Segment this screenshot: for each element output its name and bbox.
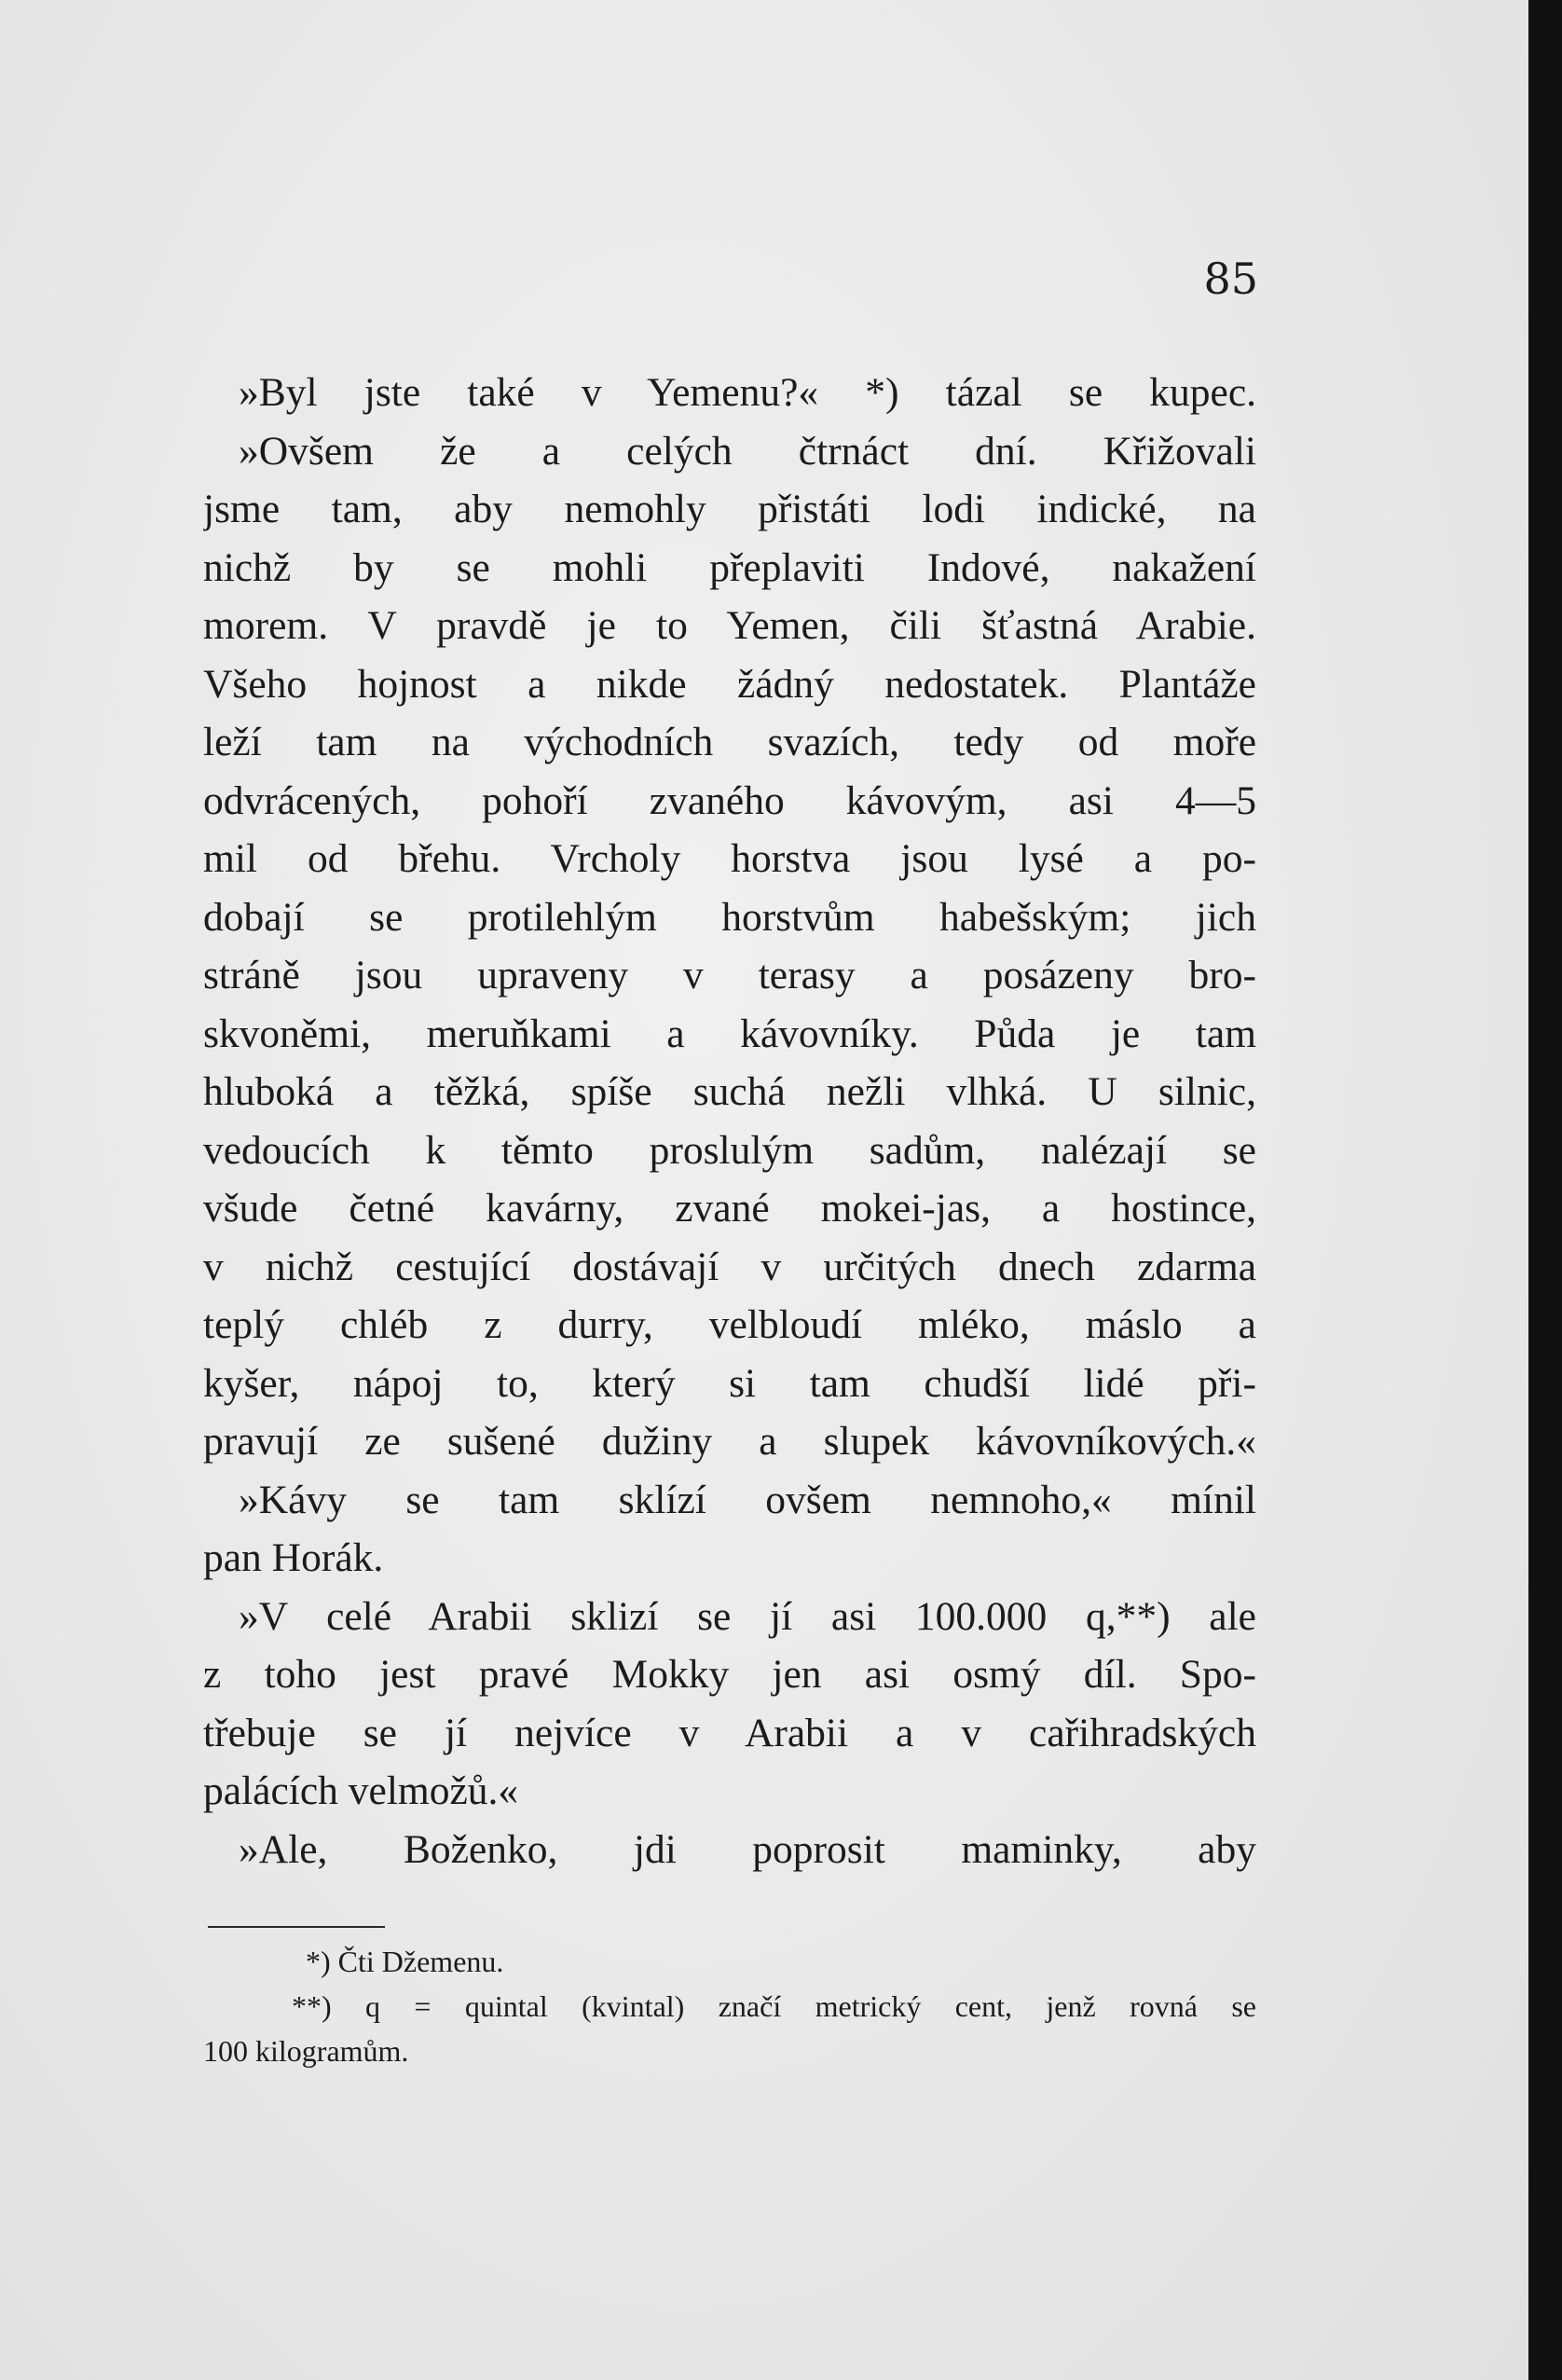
body-line: z toho jest pravé Mokky jen asi osmý díl. Spo- (203, 1652, 1256, 1697)
body-line: morem. V pravdě je to Yemen, čili šťastná Arabie. (203, 603, 1256, 648)
footnote-line: *) Čti Džemenu. (306, 1945, 504, 1978)
body-line: »V celé Arabii sklizí se jí asi 100.000 q,**) ale (239, 1593, 1256, 1639)
page-number: 85 (1203, 254, 1258, 304)
body-line: teplý chléb z durry, velbloudí mléko, máslo a (203, 1302, 1256, 1347)
body-text (203, 364, 1256, 1878)
body-line: skvoněmi, meruňkami a kávovníky. Půda je tam (203, 1011, 1256, 1056)
body-line: leží tam na východních svazích, tedy od moře (203, 720, 1256, 764)
body-line: odvrácených, pohoří zvaného kávovým, asi 4—5 (203, 777, 1256, 823)
page-edge (1528, 0, 1562, 2380)
body-line: stráně jsou upraveny v terasy a posázeny bro- (203, 953, 1256, 997)
body-line: »Ale, Boženko, jdi poprosit maminky, aby (239, 1826, 1256, 1872)
body-line: »Kávy se tam sklízí ovšem nemnoho,« mínil (239, 1477, 1256, 1522)
footnote-divider (208, 1926, 385, 1928)
body-line: pravují ze sušené dužiny a slupek kávovníkových.« (203, 1419, 1256, 1464)
body-line: »Ovšem že a celých čtrnáct dní. Křižovali (239, 428, 1256, 474)
body-line: mil od břehu. Vrcholy horstva jsou lysé a po- (203, 836, 1256, 881)
footnote-line: 100 kilogramům. (203, 2034, 409, 2068)
body-line: všude četné kavárny, zvané mokei-jas, a hostince, (203, 1186, 1256, 1231)
body-line: vedoucích k těmto proslulým sadům, nalézají se (203, 1127, 1256, 1173)
body-line: palácích velmožů.« (203, 1768, 519, 1813)
body-line: dobají se protilehlým horstvům habešským; jich (203, 894, 1256, 940)
body-line: hluboká a těžká, spíše suchá nežli vlhká. U silnic, (203, 1069, 1256, 1114)
body-line: kyšer, nápoj to, který si tam chudší lidé při- (203, 1360, 1256, 1406)
footnote-line: **) q = quintal (kvintal) značí metrický cent, jenž rovná se (292, 1989, 1256, 2023)
body-line: třebuje se jí nejvíce v Arabii a v cařihradských (203, 1710, 1256, 1755)
footnotes (203, 1939, 1256, 2073)
body-line: pan Horák. (203, 1535, 384, 1580)
body-line: v nichž cestující dostávají v určitých dnech zdarma (203, 1244, 1256, 1289)
body-line: jsme tam, aby nemohly přistáti lodi indické, na (203, 487, 1256, 531)
body-line: »Byl jste také v Yemenu?« *) tázal se kupec. (239, 370, 1256, 415)
body-line: Všeho hojnost a nikde žádný nedostatek. Plantáže (203, 661, 1256, 707)
body-line: nichž by se mohli přeplaviti Indové, nakažení (203, 544, 1256, 590)
